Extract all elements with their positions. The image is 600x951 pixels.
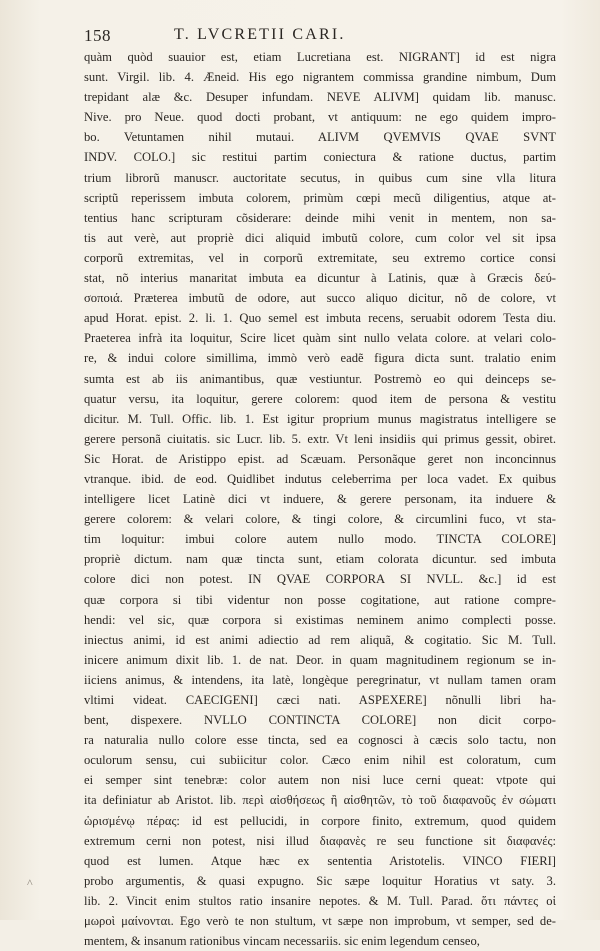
commentary-body [84,47,556,951]
text-line: quod est lumen. Atque hæc ex sententia Aristotelis. VINCO FIERI] [84,853,556,868]
text-line: inicere animum dixit lib. 1. de nat. Deor. in quam magnitudinem regionum se in- [84,652,556,667]
text-line: iiciens animus, & intendens, ita latè, longèque peregrinatur, vt nullam tamen oram [84,672,556,687]
text-line: tim loquitur: imbui colore autem nullo modo. TINCTA COLORE] [84,532,556,547]
text-line: corporũ extremitas, vel in corporũ extremitate, seu extremo cortice consi [84,250,556,265]
text-line: Nive. pro Neue. quod docti probant, vt antiquum: ne ego quidem impro- [84,110,556,125]
text-line: intelligere licet Latinè dici vt induere, & gerere personam, ita induere & [84,492,556,507]
text-line: quæ corpora si tibi videntur non posse cogitatione, aut ratione compre- [84,592,556,607]
text-line: bent, dispexere. NVLLO CONTINCTA COLORE] non dicit corpo- [84,713,556,728]
text-line: Praeterea infrà ita loquitur, Scire licet quàm sint nullo velata colore. at velari colo- [84,331,556,346]
text-line: stat, nõ interius manaritat imbuta ea dicuntur à Latinis, quæ à Græcis δεύ- [84,271,556,286]
text-line: σοποιά. Præterea imbutũ de odore, aut succo aliquo dicitur, nõ de colore, vt [84,291,556,306]
text-line: ita definiatur ab Aristot. lib. περὶ αἰσθήσεως ἢ αἰσθητῶν, τὸ τοῦ διαφανοῦς ἐν σώματι [84,793,556,808]
running-title: T. LVCRETII CARI. [174,26,346,43]
text-line: ὡρισμένῳ πέρας: id est pellucidi, in corpore finito, extremum, quod quidem [84,813,556,828]
text-line: tentius hanc scripturam cõsiderare: deinde mihi venit in mentem, non sa- [84,210,556,225]
text-line: bo. Vetuntamen nihil mutaui. ALIVM QVEMVIS QVAE SVNT [84,130,556,145]
text-line: vltimi videat. CAECIGENI] cæci nati. ASPEXERE] nõnulli libri ha- [84,693,556,707]
text-line: Sic Horat. de Aristippo epist. ad Scæuam. Personãque geret non inconcinnus [84,451,556,466]
text-line: apud Horat. epist. 2. li. 1. Quo semel est imbuta recens, seruabit odorem Testa diu. [84,311,556,326]
text-line: iniectus animi, id est animi adiectio ad rem aliquã, & cogitatio. Sic M. Tull. [84,632,556,647]
text-line: oculorum sensu, cui subiicitur color. Cæco enim nihil est coloratum, cum [84,753,556,768]
text-line: gerere colorem: & velari colore, & tingi colore, & circumlini fuco, vt sta- [84,512,556,527]
text-line: mentem, & insanum rationibus vincam necessariis. sic enim legendum censeo, [84,934,480,949]
text-line: μωροὶ μαίνονται. Ego verò te non stultum, vt sæpe non improbum, vt semper, sed de- [84,914,556,929]
page-number: 158 [84,26,111,45]
text-line: colore dici non potest. IN QVAE CORPORA SI NVLL. &c.] id est [84,572,556,587]
text-line: ra naturalia nullo colore esse tincta, sed ea cognosci à cæcis solo tactu, non [84,733,556,748]
page-header [84,26,554,46]
text-line: tis aut verè, aut propriè dici aliquid imbutũ colore, cum color vel sit ipsa [84,230,556,245]
text-line: propriè dictum. nam quæ tincta sunt, etiam colorata dicuntur. sed imbuta [84,552,556,567]
text-line: ei semper sint tenebræ: color autem non nisi luce cerni queat: vtpote qui [84,773,556,788]
text-line: trepidant alæ &c. Desuper infundam. NEVE ALIVM] quidam lib. manusc. [84,90,556,105]
text-line: probo argumentis, & quasi expugno. Sic sæpe loquitur Horatius vt saty. 3. [84,873,556,888]
text-line: lib. 2. Vincit enim stultos ratio insanire nepotes. & M. Tull. Parad. ὅτι πάντες οἱ [84,893,556,908]
text-line: sumta est ab iis animantibus, quæ vestiuntur. Postremò eo qui deinceps se- [84,371,556,386]
text-line: re, & indui colore simillima, immò verò eadẽ figura dicta sunt. tralatio enim [84,351,556,366]
text-line: quatur versu, ita loquitur, gerere colorem: quod item de persona & vestitu [84,391,556,406]
text-line: quàm quòd suauior est, etiam Lucretiana est. NIGRANT] id est nigra [84,50,556,64]
text-line: scriptũ reperissem imbuta colorem, primùm cœpi mecũ diligentius, atque at- [84,190,556,205]
text-line: vtranque. ibid. de eod. Quidlibet indutus celeberrima per loca vadet. Ex quibus [84,471,556,486]
margin-mark: ^ [27,876,33,890]
text-line: dicitur. M. Tull. Offic. lib. 1. Est igitur proprium munus magistratus intelligere se [84,411,556,426]
text-line: extremum cerni non potest, nisi illud διαφανὲς re seu functione sit διαφανές: [84,833,556,848]
text-line: trium librorũ manuscr. auctoritate secutus, in quibus cum sine vlla litura [84,170,556,185]
text-line: sunt. Virgil. lib. 4. Æneid. His ego nigrantem commissa grandine nimbum, Dum [84,70,556,85]
text-line: gerere personã ciuitatis. sic Lucr. lib. 5. extr. Vt leni insidiis qui primus gessit, obiret. [84,431,556,446]
text-line: hendi: vel sic, quæ corpora si existimas neminem animo complecti posse. [84,612,556,627]
text-line: INDV. COLO.] sic restitui partim coniectura & ratione ductus, partim [84,150,556,165]
